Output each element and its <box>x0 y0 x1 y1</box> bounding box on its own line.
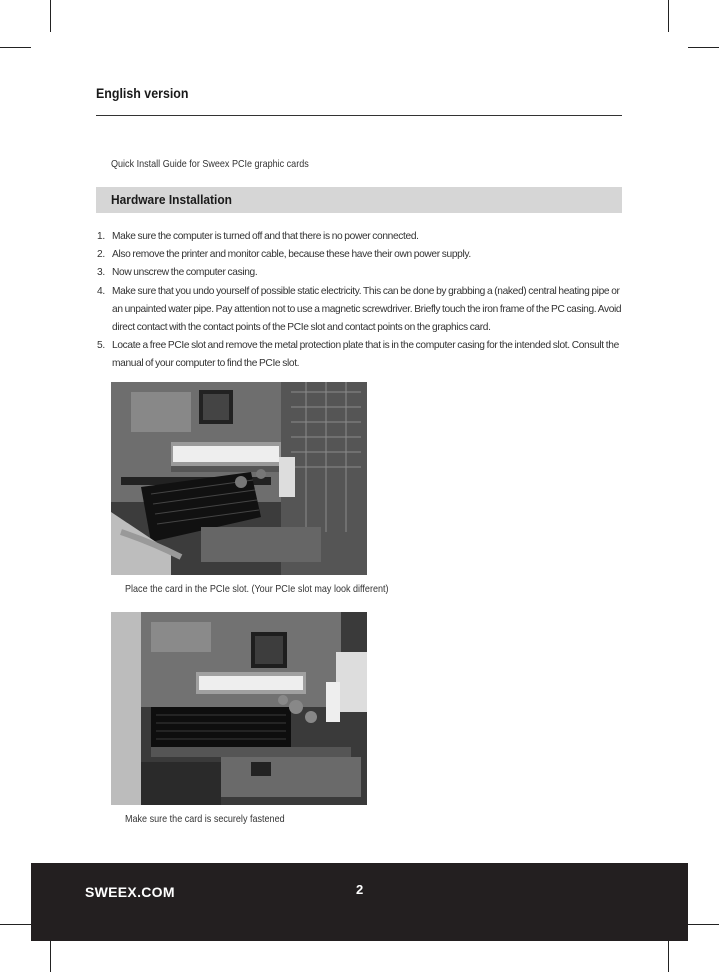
crop-mark <box>50 0 51 32</box>
step-number: 3. <box>97 267 105 279</box>
step-item <box>97 283 622 338</box>
step-text: Locate a free PCIe slot and remove the metal protection plate that is in the computer casing for the intended slot. Consult the manual of your computer to find the PCIe slot. <box>112 340 619 370</box>
section-title: Hardware Installation <box>111 192 232 207</box>
section-header <box>96 187 622 213</box>
crop-mark <box>0 924 31 925</box>
motherboard-photo-illustration <box>111 382 367 575</box>
step-text: Also remove the printer and monitor cable, because these have their own power supply. <box>112 249 471 261</box>
step-item <box>97 228 622 246</box>
step-item <box>97 246 622 264</box>
brand-logo-text: SWEEX.COM <box>85 884 175 900</box>
page-footer <box>31 863 688 941</box>
installation-steps <box>97 228 622 374</box>
page-header-title: English version <box>96 86 189 101</box>
figure-caption: Make sure the card is securely fastened <box>125 813 285 825</box>
step-number: 5. <box>97 340 105 352</box>
guide-subtitle: Quick Install Guide for Sweex PCIe graphic cards <box>111 158 309 170</box>
motherboard-photo-illustration <box>111 612 367 805</box>
step-item <box>97 337 622 373</box>
step-text: Now unscrew the computer casing. <box>112 267 258 279</box>
figure-caption: Place the card in the PCIe slot. (Your PCIe slot may look different) <box>125 583 389 595</box>
crop-mark <box>0 47 31 48</box>
crop-mark <box>50 940 51 972</box>
step-number: 4. <box>97 285 105 297</box>
header-divider <box>96 115 622 116</box>
page-number: 2 <box>356 882 364 897</box>
step-number: 1. <box>97 231 105 242</box>
step-text: Make sure the computer is turned off and that there is no power connected. <box>112 231 419 242</box>
step-item <box>97 264 622 282</box>
photo-card-fastened <box>111 612 367 805</box>
photo-card-insertion <box>111 382 367 575</box>
crop-mark <box>688 924 719 925</box>
crop-mark <box>688 47 719 48</box>
step-number: 2. <box>97 249 105 261</box>
crop-mark <box>668 940 669 972</box>
crop-mark <box>668 0 669 32</box>
step-text: Make sure that you undo yourself of possible static electricity. This can be done by grabbing a (naked) central heating pipe or an unpainted water pipe. Pay attention not to use a magnetic screwdriver. Briefly touch the iron frame of the PC casing. Avoid direct contact with the contact points of the PCIe slot and contact points on the graphics card. <box>112 285 622 334</box>
